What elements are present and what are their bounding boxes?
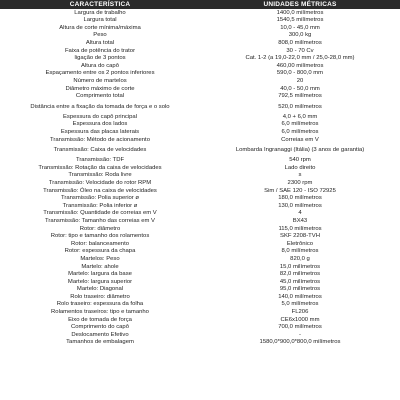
table-row: [0, 225, 400, 233]
table-row: [0, 172, 400, 180]
spec-value: Cat. 1-2 (a 19,0-22,0 mm / 25,0-28,0 mm): [245, 55, 355, 62]
spec-label: Espessura dos lados: [72, 121, 128, 128]
spec-label: Rotor: tipo e tamanho dos rolamentos: [50, 233, 150, 240]
table-row: [0, 217, 400, 225]
spec-value: 540 rpm: [289, 157, 311, 164]
spec-value: 1400,0 milímetros: [276, 9, 324, 16]
spec-value: FL206: [291, 309, 309, 316]
spec-label: Tamanhos de embalagem: [66, 339, 134, 346]
spec-value: 4: [298, 210, 302, 217]
spec-value: Eletrônico: [286, 240, 314, 247]
spec-value: 40,0 - 50,0 mm: [280, 85, 320, 92]
spec-value: CE6x1000 mm: [280, 316, 320, 323]
spec-label: Rotor: diâmetro: [79, 225, 121, 232]
spec-value: Correias em V: [281, 136, 319, 143]
spec-value: 820,0 g: [290, 255, 310, 262]
table-row: [0, 62, 400, 70]
spec-value: 1540,5 milímetros: [276, 17, 324, 24]
table-row: [0, 316, 400, 324]
table-row: [0, 128, 400, 136]
spec-label: Rolamentos traseiros: tipo e tamanho: [51, 309, 149, 316]
spec-label: Transmissão: Roda livre: [68, 172, 132, 179]
spec-value: SKF 2208-TVH: [280, 233, 320, 240]
spec-value: 4,0 + 6,0 mm: [282, 113, 318, 120]
spec-value: 130,0 milímetros: [278, 202, 322, 209]
table-row: [0, 157, 400, 165]
spec-label: Altura do capô: [81, 62, 119, 69]
spec-label: Martelo: ahole: [81, 263, 119, 270]
table-row: [0, 113, 400, 121]
spec-label: Transmissão: Tamanho das correias em V: [44, 217, 155, 224]
spec-value: 95,0 milímetros: [279, 286, 321, 293]
spec-label: Deslocamento Efetivo: [71, 331, 129, 338]
table-row: [0, 308, 400, 316]
header-metric-units: UNIDADES MÉTRICAS: [200, 0, 400, 9]
spec-table-header: [0, 0, 400, 9]
table-row: [0, 100, 400, 113]
table-row: [0, 293, 400, 301]
table-row: [0, 179, 400, 187]
spec-value: 6,0 milímetros: [281, 129, 319, 135]
spec-label: Transmissão: Rotação da caixa de velocidades: [38, 164, 162, 171]
table-row: [0, 248, 400, 256]
table-row: [0, 331, 400, 339]
table-row: [0, 70, 400, 78]
spec-value: s: [298, 172, 302, 179]
spec-label: Martelo: Diagonal: [76, 286, 124, 293]
spec-label: Espessura das placas laterais: [60, 129, 140, 135]
spec-value: 45,0 milímetros: [279, 278, 321, 285]
table-row: [0, 270, 400, 278]
spec-value: 808,0 milímetros: [278, 40, 322, 47]
spec-label: Rotor: balanceamento: [71, 240, 129, 247]
spec-label: Largura de trabalho: [74, 9, 126, 16]
spec-label: Transmissão: Polia inferior ø: [62, 202, 138, 209]
spec-value: Lombarda Ingranaggi (Itália) (3 anos de garantia): [235, 146, 365, 153]
table-row: [0, 17, 400, 25]
table-row: [0, 39, 400, 47]
table-row: [0, 263, 400, 271]
table-row: [0, 202, 400, 210]
table-row: [0, 210, 400, 218]
spec-value: 700,0 milímetros: [278, 324, 322, 331]
spec-label: Distância entre a fixação da tomada de força e o solo: [30, 103, 170, 110]
table-row: [0, 339, 400, 347]
spec-value: 792,5 milímetros: [278, 93, 322, 100]
spec-value: 115,0 milímetros: [278, 225, 322, 232]
table-row: [0, 324, 400, 332]
table-row: [0, 232, 400, 240]
header-characteristic: CARACTERÍSTICA: [0, 0, 200, 9]
table-row: [0, 47, 400, 55]
spec-label: Altura de corte mínima/máxima: [59, 24, 141, 31]
table-row: [0, 55, 400, 63]
spec-value: 6,0 milímetros: [281, 121, 319, 128]
header-row: [0, 0, 400, 9]
spec-label: Transmissão: Quantidade de correias em V: [43, 210, 157, 217]
table-row: [0, 9, 400, 17]
table-row: [0, 77, 400, 85]
table-row: [0, 136, 400, 144]
spec-value: -: [299, 331, 301, 338]
spec-label: Comprimento do capô: [71, 324, 129, 331]
spec-label: Largura total: [83, 17, 117, 24]
spec-label: Rolo traseiro: espessura da folha: [56, 301, 144, 308]
table-row: [0, 144, 400, 157]
spec-value: 8,0 milímetros: [281, 248, 319, 255]
spec-value: 140,0 milímetros: [278, 293, 322, 300]
spec-value: 590,0 - 800,0 mm: [276, 70, 324, 77]
spec-label: Espessura do capô principal: [62, 113, 137, 120]
spec-value: 520,0 milímetros: [278, 103, 322, 110]
spec-value: 460,00 milímetros: [276, 62, 324, 69]
spec-value: 10,0 - 45,0 mm: [280, 24, 320, 31]
table-row: [0, 240, 400, 248]
table-row: [0, 85, 400, 93]
spec-label: Espaçamento entre os 2 pontos inferiores: [45, 70, 155, 77]
spec-value: 82,0 milímetros: [279, 271, 321, 278]
spec-value: 5,0 milímetros: [281, 301, 319, 308]
spec-value: 180,0 milímetros: [278, 195, 322, 202]
spec-label: Transmissão: Caixa de velocidades: [53, 146, 147, 153]
table-row: [0, 24, 400, 32]
spec-label: Martelo: largura superior: [67, 278, 133, 285]
spec-value: 30 - 70 Cv: [286, 47, 314, 54]
spec-label: Transmissão: Polia superior ø: [60, 195, 140, 202]
spec-value: Sim / SAE 120 - ISO 72925: [264, 187, 336, 194]
table-row: [0, 164, 400, 172]
spec-value: 1580,0*900,0*800,0 milímetros: [259, 339, 341, 346]
spec-value: BX43: [292, 217, 308, 224]
table-row: [0, 121, 400, 129]
spec-label: Transmissão: TDF: [75, 157, 125, 164]
spec-label: Transmissão: Óleo na caixa de velocidades: [43, 187, 157, 194]
spec-label: Transmissão: Método de acionamento: [50, 136, 150, 143]
spec-value: 2300 rpm: [287, 179, 313, 186]
spec-value: 15,0 milímetros: [279, 263, 321, 270]
spec-label: Martelos: Peso: [80, 255, 120, 262]
table-row: [0, 255, 400, 263]
table-row: [0, 187, 400, 195]
spec-label: ligação de 3 pontos: [74, 55, 126, 62]
spec-label: Faixa de potência do trator: [64, 47, 136, 54]
table-row: [0, 194, 400, 202]
spec-label: Peso: [93, 32, 107, 39]
table-row: [0, 32, 400, 40]
table-row: [0, 93, 400, 101]
table-row: [0, 278, 400, 286]
spec-label: Rotor: espessura da chapa: [64, 248, 136, 255]
spec-value: Lado direito: [284, 164, 316, 171]
spec-label: Comprimento total: [75, 93, 125, 100]
spec-label: Diâmetro máximo de corte: [65, 85, 135, 92]
spec-label: Número de martelos: [73, 78, 127, 85]
spec-table-body: [0, 9, 400, 346]
spec-label: Altura total: [85, 40, 115, 47]
spec-label: Transmissão: Velocidade do rotor RPM: [48, 179, 152, 186]
spec-value: 300,0 kg: [288, 32, 312, 39]
spec-label: Rolo traseiro: diâmetro: [70, 293, 130, 300]
spec-label: Eixo de tomada de força: [68, 316, 132, 323]
table-row: [0, 286, 400, 294]
spec-value: 20: [296, 78, 304, 85]
spec-label: Martelo: largura da base: [68, 271, 132, 278]
table-row: [0, 301, 400, 309]
